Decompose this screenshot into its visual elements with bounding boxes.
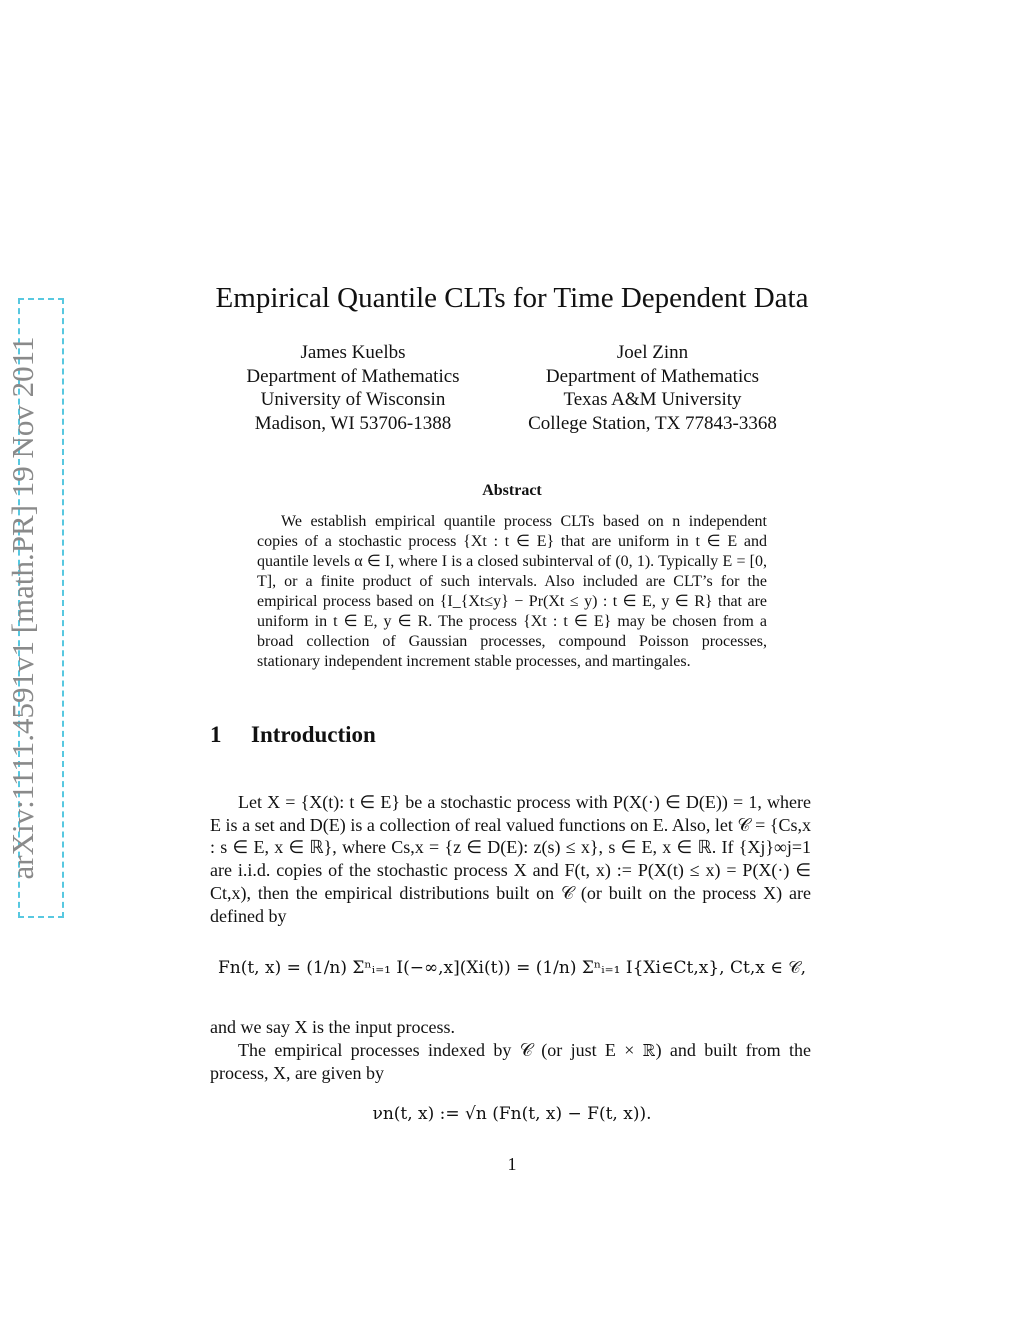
abstract-heading: Abstract bbox=[482, 482, 542, 499]
equation-empirical-distribution: Fn(t, x) = (1/n) Σⁿᵢ₌₁ I(−∞,x](Xi(t)) = (1/n) Σⁿᵢ₌₁ I{Xi∈Ct,x}, Ct,x ∈ 𝒞, bbox=[217, 958, 807, 978]
author-block-2 bbox=[505, 341, 800, 435]
arxiv-stamp: arXiv:1111.4591v1 [math.PR] 19 Nov 2011 bbox=[5, 336, 40, 880]
author-name: Joel Zinn bbox=[616, 342, 689, 363]
author-block-1 bbox=[222, 341, 484, 435]
section-number: 1 bbox=[210, 722, 222, 747]
equation-empirical-process: νn(t, x) := √n (Fn(t, x) − F(t, x)). bbox=[372, 1104, 652, 1124]
author-address: Madison, WI 53706-1388 bbox=[254, 412, 452, 434]
author-address: College Station, TX 77843-3368 bbox=[528, 412, 777, 434]
author-department: Department of Mathematics bbox=[545, 365, 760, 387]
author-name: James Kuelbs bbox=[300, 342, 406, 363]
paper-title: Empirical Quantile CLTs for Time Dependent Data bbox=[215, 282, 809, 314]
abstract-text: We establish empirical quantile process CLTs based on n independent copies of a stochastic process {Xt : t ∈ E} that are uniform in t ∈ E and quantile levels α ∈ I, where I is a closed subinterval of (0, 1). Typically E = [0, T], or a finite product of such intervals. Also included are CLT’s for the empirical process based on {I_{Xt≤y} − Pr(Xt ≤ y) : t ∈ E, y ∈ R} that are uniform in t ∈ E, y ∈ R. The process {Xt : t ∈ E} may be chosen from a broad collection of Gaussian processes, compound Poisson processes, stationary independent increment stable processes, and martingales. bbox=[257, 513, 767, 670]
author-institution: University of Wisconsin bbox=[260, 389, 446, 410]
section-title: Introduction bbox=[251, 722, 376, 747]
author-department: Department of Mathematics bbox=[246, 365, 460, 387]
intro-paragraph-1: Let X = {X(t): t ∈ E} be a stochastic process with P(X(·) ∈ D(E)) = 1, where E is a set and D(E) is a collection of real valued functions on E. Also, let 𝒞 = {Cs,x : s ∈ E, x ∈ ℝ}, where Cs,x = {z ∈ D(E): z(s) ≤ x}, s ∈ E, x ∈ ℝ. If {Xj}∞j=1 are i.i.d. copies of the stochastic process X and F(t, x) := P(X(t) ≤ x) = P(X(·) ∈ Ct,x), then the empirical distributions built on 𝒞 (or built on the process X) are defined by bbox=[210, 792, 811, 926]
section-heading bbox=[210, 722, 376, 748]
intro-paragraph-3: The empirical processes indexed by 𝒞 (or just E × ℝ) and built from the process, X, are given by bbox=[210, 1040, 811, 1083]
author-institution: Texas A&M University bbox=[563, 389, 742, 410]
page-number: 1 bbox=[507, 1154, 517, 1174]
intro-paragraph-2: and we say X is the input process. bbox=[210, 1017, 455, 1037]
